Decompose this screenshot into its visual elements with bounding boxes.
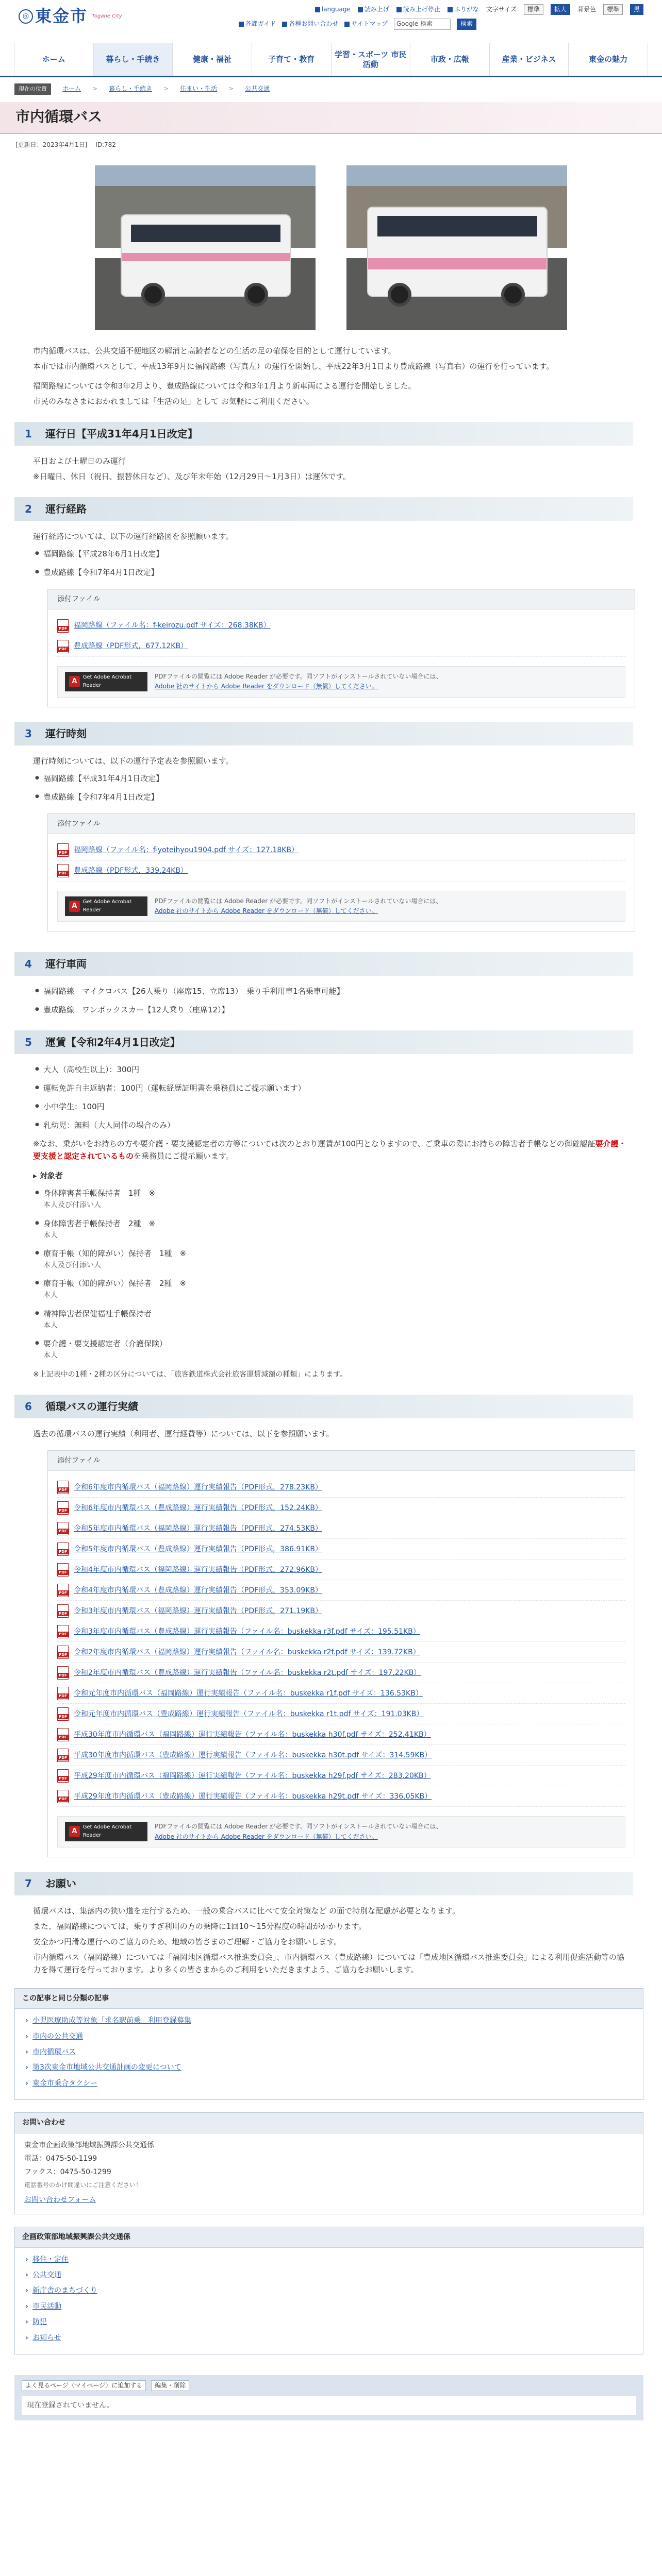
speaker-icon	[358, 7, 363, 12]
related-link[interactable]: › 第3次東金市地域公共交通計画の変更について	[24, 2062, 634, 2073]
attachment-link[interactable]: 令和3年度市内循環バス（豊成路線）運行実績報告（ファイル名：buskekka r3f.pdf サイズ：195.51KB）	[74, 1627, 420, 1636]
attachment-link[interactable]: 令和4年度市内循環バス（福岡路線）運行実績報告（PDF形式，272.96KB）	[74, 1565, 322, 1574]
mail-icon	[282, 22, 287, 27]
class-note: ※上記表中の1種・2種の区分については、「旅客鉄道株式会社旅客運賃減額の種類」によります。	[33, 1370, 347, 1379]
pdf-icon	[57, 1481, 69, 1494]
list-item: ● 福岡路線 マイクロバス【26人乗り（座席15、立席13） 乗り手利用車1名乗車可能】	[33, 985, 631, 997]
language-link[interactable]: language	[315, 5, 351, 14]
attachment-item[interactable]	[57, 1642, 625, 1663]
section-body-operation-days: 平日および土曜日のみ運行 ※日曜日、休日（祝日、振替休日など）、及び年末年始（12月29日～1月3日）は運休です。	[33, 456, 351, 481]
dept-link[interactable]: › 新庁舎のまちづくり	[24, 2285, 634, 2296]
text-size-standard-button[interactable]: 標準	[524, 4, 543, 15]
intro-paragraph: 本市では市内循環バスとして、平成13年9月に福岡路線（写真左）の運行を開始し、平成22年3月1日より豊成路線（写真右）の運行を行っています。	[33, 361, 554, 371]
acrobat-icon: A	[69, 901, 80, 912]
related-articles-box	[14, 1988, 643, 2100]
section-heading-request: 7 お願い	[14, 1872, 633, 1895]
attachment-item[interactable]	[57, 1498, 625, 1518]
list-item: ● 乳幼児：無料（大人同伴の場合のみ）	[33, 1119, 631, 1131]
pdf-icon	[57, 1646, 69, 1659]
fukuoka-bus-photo	[95, 165, 316, 330]
pdf-icon	[57, 1604, 69, 1618]
attachment-link[interactable]: 令和3年度市内循環バス（福岡路線）運行実績報告（PDF形式，271.19KB）	[74, 1606, 322, 1615]
attachment-item[interactable]: PDF 福岡路線（ファイル名：f-keirozu.pdf サイズ：268.38KB）	[57, 616, 625, 636]
acrobat-reader-badge[interactable]: A Get Adobe Acrobat Reader	[65, 896, 147, 916]
target-item: ● 身体障害者手帳保持者 2種 ※ 本人	[33, 1217, 631, 1241]
acrobat-reader-note: A Get Adobe Acrobat Reader PDFファイルの閲覧には Adobe Reader が必要です。同ソフトがインストールされていない場合には、 Adobe 社のサイトから Adobe Reader をダウンロード（無償）してください。	[57, 1816, 625, 1847]
nav-city-admin[interactable]: 市政・広報	[410, 43, 489, 76]
intro-paragraph: 市内循環バスは、公共交通不便地区の解消と高齢者などの生活の足の確保を目的として運行しています。	[33, 346, 396, 355]
pdf-icon	[57, 1522, 69, 1535]
nav-attractions[interactable]: 東金の魅力	[568, 43, 648, 76]
breadcrumb-separator: >	[92, 85, 98, 93]
contact-fax: ファクス：0475-50-1299	[24, 2168, 111, 2177]
section-heading-fare: 5 運賃【令和2年4月1日改定】	[14, 1030, 633, 1054]
section-body-results: 過去の循環バスの運行実績（利用者、運行経費等）については、以下を参照願います。 添付ファイル PDF 令和6年度市内循環バス（福岡路線）運行実績報告（PDF形式，278.23KB） PDF 令和6年度市内循環バス（豊成路線）運行実績報告（PDF形式，152.24KB） PDF 令和5年度市内循環バス（福岡路線）運行実績報告（PDF形式，274.53KB） PDF 令和5年度市内循環バス（豊成路線）運行実績報告（PDF形式，386.91KB） PDF 令和4年度市内循環バス（福岡路線）運行実績報告（PDF形式，272.96KB） PDF 令和4年度市内循環バス（豊成路線）運行実績報告（PDF形式，353.09KB） PDF 令和3年度市内循環バス（福岡路線）運行実績報告（PDF形式，271.19KB） PDF 令和3年度市内循環バス（豊成路線）運行実績報告（ファイル名：buskekka r3f.pdf サイズ：195.51KB） PDF 令和2年度市内循環バス（福岡路線）運行実績報告（ファイル名：buskekka r2f.pdf サイズ：139.72KB） PDF 令和2年度市内循環バス（豊成路線）運行実績報告（ファイル名：buskekka r2t.pdf サイズ：197.22KB） PDF 令和元年度市内循環バス（福岡路線）運行実績報告（ファイル名：buskekka r1f.pdf サイズ：136.53KB） PDF 令和元年度市内循環バス（豊成路線）運行実績報告（ファイル名：buskekka r1t.pdf サイズ：191.03KB） PDF 平成30年度市内循環バス（福岡路線）運行実績報告（ファイル名：buskekka h30f.pdf サイズ：252.41KB） PDF 平成30年度市内循環バス（豊成路線）運行実績報告（ファイル名：buskekka h30t.pdf サイズ：314.59KB） PDF 平成29年度市内循環バス（福岡路線）運行実績報告（ファイル名：buskekka h29f.pdf サイズ：283.20KB） PDF 平成29年度市内循環バス（豊成路線）運行実績報告（ファイル名：buskekka h29t.pdf サイズ：336.05KB） A Get Adobe Acrobat Reader PDFファイルの閲覧には Adobe Reader が必要です。同ソフトがインストールされていない場合には、 Adobe 社のサイトから Adobe Reader をダウンロード（無償）してください。	[33, 1428, 631, 1857]
pdf-icon	[57, 1501, 69, 1515]
list-icon	[239, 22, 244, 27]
furigana-link[interactable]: ふりがな	[448, 5, 479, 14]
related-link[interactable]: › 東金市乗合タクシー	[24, 2078, 634, 2089]
pdf-icon	[57, 1543, 69, 1556]
attachment-heading: 添付ファイル	[48, 1451, 635, 1471]
target-item: ● 療育手帳（知的障がい）保持者 2種 ※ 本人	[33, 1277, 631, 1301]
attachment-item[interactable]	[57, 1580, 625, 1601]
attachment-item[interactable]	[57, 1621, 625, 1642]
acrobat-icon: A	[69, 1826, 80, 1837]
list-item: ● 豊成路線【令和7年4月1日改定】	[33, 791, 631, 803]
pdf-icon	[57, 864, 69, 877]
pdf-icon	[57, 1728, 69, 1741]
list-item: ● 豊成路線【令和7年4月1日改定】	[33, 566, 631, 579]
target-item: ● 療育手帳（知的障がい）保持者 1種 ※ 本人及び付添い人	[33, 1247, 631, 1271]
sitemap-link[interactable]: サイトマップ	[344, 19, 388, 29]
attachment-box	[47, 814, 635, 932]
attachment-item[interactable]	[57, 1745, 625, 1766]
results-file-list	[48, 1471, 635, 1807]
target-heading: ▸ 対象者	[33, 1171, 63, 1181]
furigana-icon	[448, 7, 453, 12]
pdf-icon	[57, 1790, 69, 1803]
target-item: ● 精神障害者保健福祉手帳保持者 本人	[33, 1308, 631, 1331]
text-size-label: 文字サイズ	[486, 6, 517, 13]
nav-living[interactable]: 暮らし・手続き	[93, 43, 173, 76]
acrobat-reader-badge[interactable]: A Get Adobe Acrobat Reader	[65, 1822, 147, 1841]
attachment-item[interactable]	[57, 1560, 625, 1580]
dept-guide-link[interactable]: 各課ガイド	[239, 19, 276, 29]
utility-bar-2	[239, 19, 476, 30]
stop-reading-link[interactable]: 読み上げ停止	[396, 5, 440, 14]
contact-link[interactable]: 各種お問い合わせ	[282, 19, 338, 29]
attachment-box	[47, 1450, 635, 1857]
related-link[interactable]: › 市内の公共交通	[24, 2031, 634, 2042]
nav-business[interactable]: 産業・ビジネス	[489, 43, 569, 76]
pdf-icon	[57, 1666, 69, 1680]
bg-color-label: 背景色	[577, 6, 596, 13]
attachment-link[interactable]: 令和4年度市内循環バス（豊成路線）運行実績報告（PDF形式，353.09KB）	[74, 1586, 322, 1595]
pdf-icon	[57, 619, 69, 633]
breadcrumb	[14, 83, 662, 95]
intro-paragraph: 市民のみなさまにおかれましては「生活の足」として お気軽にご利用ください。	[33, 396, 314, 406]
acrobat-reader-note: A Get Adobe Acrobat Reader PDFファイルの閲覧には Adobe Reader が必要です。同ソフトがインストールされていない場合には、 Adobe 社のサイトから Adobe Reader をダウンロード（無償）してください。	[57, 666, 625, 697]
related-link[interactable]: › 市内循環バス	[24, 2046, 634, 2058]
read-aloud-link[interactable]: 読み上げ	[358, 5, 389, 14]
attachment-item[interactable]	[57, 1766, 625, 1786]
attachment-item[interactable]	[57, 1786, 625, 1807]
attachment-link[interactable]: 平成29年度市内循環バス（豊成路線）運行実績報告（ファイル名：buskekka h29t.pdf サイズ：336.05KB）	[74, 1792, 432, 1801]
dept-heading: 企画政策部地域振興課公共交通係	[15, 2227, 643, 2247]
pdf-icon	[57, 1707, 69, 1721]
contact-form-link[interactable]: お問い合わせフォーム	[24, 2195, 96, 2204]
nav-childcare[interactable]: 子育て・教育	[252, 43, 331, 76]
section-heading-route: 2 運行経路	[14, 497, 633, 521]
dept-link[interactable]: › 公共交通	[24, 2269, 634, 2281]
pdf-icon	[57, 843, 69, 857]
bg-standard-button[interactable]: 標準	[603, 4, 623, 15]
related-heading: この記事と同じ分類の記事	[15, 1989, 643, 2009]
list-item: ● 小中学生：100円	[33, 1100, 631, 1113]
logo-text: 東金市	[35, 6, 88, 26]
acrobat-download-link[interactable]: Adobe 社のサイトから Adobe Reader をダウンロード（無償）してください。	[155, 907, 378, 915]
breadcrumb-current-label: 現在の位置	[14, 83, 51, 95]
nav-home[interactable]: ホーム	[14, 43, 93, 76]
utility-bar	[315, 4, 643, 15]
attachment-item[interactable]	[57, 1663, 625, 1683]
attachment-item[interactable]	[57, 1601, 625, 1621]
section-body-timetable: 運行時刻については、以下の運行予定表を参照願います。 ● 福岡路線【平成31年4月1日改定】 ● 豊成路線【令和7年4月1日改定】 添付ファイル PDF 福岡路線（ファイル名：f-yoteihyou1904.pdf サイズ：127.18KB） PDF 豊成路線（PDF形式，339.24KB） A Get Adobe Acrobat Reader PDFファイルの閲覧には Adobe Reader が必要です。同ソフトがインストールされていない場合には、 Adobe 社のサイトから Adobe Reader をダウンロード（無償）してください。	[33, 755, 631, 932]
contact-warning: 電話番号のかけ間違いにご注意ください！	[24, 2181, 142, 2189]
fare-discount-note: ※なお、乗がいをお持ちの方や要介護・要支援認定者の方等については次のとおり運賃が100円となりますので、ご乗車の際にお持ちの障害者手帳などの御確認証要介護・要支援と認定されているものを乗務員にご提示願います。	[33, 1139, 626, 1161]
acrobat-download-link[interactable]: Adobe 社のサイトから Adobe Reader をダウンロード（無償）してください。	[155, 1833, 378, 1840]
page-meta	[15, 140, 662, 150]
breadcrumb-housing[interactable]: 住まい・生活	[180, 85, 218, 93]
attachment-link[interactable]: 令和元年度市内循環バス（豊成路線）運行実績報告（ファイル名：buskekka r1t.pdf サイズ：191.03KB）	[74, 1709, 424, 1718]
pdf-icon	[57, 1749, 69, 1762]
intro-text	[33, 345, 631, 408]
search-button[interactable]: 検索	[457, 19, 476, 30]
attachment-link[interactable]: 平成30年度市内循環バス（豊成路線）運行実績報告（ファイル名：buskekka h30t.pdf サイズ：314.59KB）	[74, 1751, 432, 1759]
contact-phone: 電話：0475-50-1199	[24, 2154, 97, 2163]
contact-heading: お問い合わせ	[15, 2113, 643, 2133]
pdf-icon	[57, 1769, 69, 1783]
attachment-heading: 添付ファイル	[48, 589, 635, 609]
breadcrumb-transport[interactable]: 公共交通	[245, 85, 270, 93]
list-item: ● 運転免許自主返納者：100円（運転経歴証明書を乗務員にご提示願います）	[33, 1082, 631, 1094]
attachment-item[interactable]	[57, 1704, 625, 1724]
section-heading-operation-days: 1 運行日【平成31年4月1日改定】	[14, 422, 633, 446]
site-logo[interactable]	[19, 3, 122, 29]
attachment-link[interactable]: 令和5年度市内循環バス（福岡路線）運行実績報告（PDF形式，274.53KB）	[74, 1524, 322, 1533]
attachment-item[interactable]: PDF 福岡路線（ファイル名：f-yoteihyou1904.pdf サイズ：127.18KB）	[57, 840, 625, 861]
attachment-item[interactable]	[57, 1724, 625, 1745]
add-to-mypage-button[interactable]: よく見るページ（マイページ）に追加する	[22, 2380, 146, 2391]
attachment-link[interactable]: 平成30年度市内循環バス（福岡路線）運行実績報告（ファイル名：buskekka h30f.pdf サイズ：252.41KB）	[74, 1730, 431, 1739]
attachment-item[interactable]	[57, 1518, 625, 1539]
attachment-link[interactable]: 平成29年度市内循環バス（福岡路線）運行実績報告（ファイル名：buskekka h29f.pdf サイズ：283.20KB）	[74, 1771, 431, 1780]
related-link[interactable]: › 小児医療助成等対象「求名駅前乗」利用登録募集	[24, 2015, 634, 2026]
acrobat-reader-note: A Get Adobe Acrobat Reader PDFファイルの閲覧には Adobe Reader が必要です。同ソフトがインストールされていない場合には、 Adobe 社のサイトから Adobe Reader をダウンロード（無償）してください。	[57, 891, 625, 922]
acrobat-download-link[interactable]: Adobe 社のサイトから Adobe Reader をダウンロード（無償）してください。	[155, 683, 378, 690]
attachment-item[interactable]	[57, 1539, 625, 1560]
list-item: ● 豊成路線 ワンボックスカー【12人乗り（座席12）】	[33, 1004, 631, 1016]
nav-learning[interactable]: 学習・スポーツ 市民活動	[331, 43, 410, 76]
stop-icon	[396, 7, 402, 12]
global-nav	[0, 43, 662, 77]
pdf-icon	[57, 1625, 69, 1638]
list-item: ● 福岡路線【平成31年4月1日改定】	[33, 772, 631, 785]
mypage-empty-text: 現在登録されていません。	[22, 2396, 636, 2415]
nav-health[interactable]: 健康・福祉	[172, 43, 252, 76]
list-item: ● 大人（高校生以上）：300円	[33, 1063, 631, 1076]
contact-dept: 東金市企画政策部地域振興課公共交通係	[24, 2141, 154, 2149]
city-emblem-icon: ◎	[19, 9, 33, 24]
breadcrumb-living[interactable]: 暮らし・手続き	[109, 85, 153, 93]
globe-icon	[315, 7, 320, 12]
pdf-icon	[57, 640, 69, 653]
updated-date: [更新日：2023年4月1日]	[15, 141, 88, 148]
dept-link[interactable]: › お知らせ	[24, 2332, 634, 2344]
toyonari-bus-photo	[346, 165, 567, 330]
attachment-item[interactable]: PDF 豊成路線（PDF形式，339.24KB）	[57, 861, 625, 882]
dept-box	[14, 2227, 643, 2354]
attachment-box	[47, 589, 635, 707]
target-item: ● 身体障害者手帳保持者 1種 ※ 本人及び付添い人	[33, 1187, 631, 1211]
attachment-item[interactable]	[57, 1477, 625, 1498]
dept-link[interactable]: › 移住・定住	[24, 2254, 634, 2265]
breadcrumb-separator: >	[163, 85, 169, 93]
attachment-link[interactable]: 令和5年度市内循環バス（豊成路線）運行実績報告（PDF形式，386.91KB）	[74, 1545, 322, 1553]
site-header	[0, 0, 662, 43]
logo-subtext: Togane City	[92, 13, 122, 19]
acrobat-reader-badge[interactable]: A Get Adobe Acrobat Reader	[65, 672, 147, 691]
attachment-link[interactable]: 令和6年度市内循環バス（豊成路線）運行実績報告（PDF形式，152.24KB）	[74, 1503, 322, 1512]
search-input[interactable]: Google 検索	[394, 19, 451, 30]
contact-box	[14, 2112, 643, 2214]
pdf-icon	[57, 1584, 69, 1597]
attachment-link[interactable]: 令和6年度市内循環バス（福岡路線）運行実績報告（PDF形式，278.23KB）	[74, 1483, 322, 1492]
attachment-link[interactable]: 令和2年度市内循環バス（豊成路線）運行実績報告（ファイル名：buskekka r2t.pdf サイズ：197.22KB）	[74, 1668, 421, 1677]
section-body-route: 運行経路については、以下の運行経路図を参照願います。 ● 福岡路線【平成28年6月1日改定】 ● 豊成路線【令和7年4月1日改定】 添付ファイル PDF 福岡路線（ファイル名：f-keirozu.pdf サイズ：268.38KB） PDF 豊成路線（PDF形式，677.12KB） A Get Adobe Acrobat Reader PDFファイルの閲覧には Adobe Reader が必要です。同ソフトがインストールされていない場合には、 Adobe 社のサイトから Adobe Reader をダウンロード（無償）してください。	[33, 530, 631, 707]
page-id: ID:782	[95, 141, 116, 148]
breadcrumb-separator: >	[228, 85, 234, 93]
dept-link[interactable]: › 市民活動	[24, 2301, 634, 2312]
bus-photos	[0, 165, 662, 330]
section-heading-vehicles: 4 運行車両	[14, 952, 633, 976]
section-heading-timetable: 3 運行時刻	[14, 722, 633, 745]
section-body-vehicles	[33, 985, 631, 1016]
mypage-box	[14, 2375, 643, 2420]
dept-link[interactable]: › 防犯	[24, 2316, 634, 2328]
attachment-heading: 添付ファイル	[48, 814, 635, 834]
edit-delete-button[interactable]: 編集・削除	[151, 2380, 189, 2391]
list-item: ● 福岡路線【平成28年6月1日改定】	[33, 548, 631, 560]
attachment-item[interactable]	[57, 1683, 625, 1704]
bg-black-button[interactable]: 黒	[630, 4, 643, 15]
section-heading-results: 6 循環バスの運行実績	[14, 1395, 633, 1418]
target-item: ● 要介護・要支援認定者（介護保険） 本人	[33, 1337, 631, 1361]
pdf-icon	[57, 1563, 69, 1577]
sitemap-icon	[344, 22, 350, 27]
page-title: 市内循環バス	[0, 102, 662, 134]
attachment-item[interactable]: PDF 豊成路線（PDF形式，677.12KB）	[57, 636, 625, 657]
section-body-fare	[33, 1063, 631, 1380]
section-body-request: 循環バスは、集落内の狭い道を走行するため、一般の乗合バスに比べて安全対策など の面で特別な配慮が必要となります。 また、福岡路線については、乗りすぎ利用の方の乗降に1回10～15分程度の時間がかかります。 安全かつ円滑な運行へのご協力のため、地域の皆さまのご理解・ご協力をお願いします。 市内循環バス（福岡路線）については「福岡地区循環バス推進委員会」、市内循環バス（豊成路線）については「豊成地区循環バス推進委員会」による利用促進活動等の協力を得て運行を行っております。より多くの皆さまからのご利用をいただきますよう、ご協力をお願いします。	[33, 1906, 624, 1974]
text-size-large-button[interactable]: 拡大	[551, 4, 570, 15]
breadcrumb-home[interactable]: ホーム	[62, 85, 81, 93]
acrobat-icon: A	[69, 676, 80, 687]
attachment-link[interactable]: 令和2年度市内循環バス（福岡路線）運行実績報告（ファイル名：buskekka r2f.pdf サイズ：139.72KB）	[74, 1648, 420, 1656]
attachment-link[interactable]: 令和元年度市内循環バス（福岡路線）運行実績報告（ファイル名：buskekka r1f.pdf サイズ：136.53KB）	[74, 1689, 423, 1698]
pdf-icon	[57, 1687, 69, 1700]
intro-paragraph: 福岡路線については令和3年2月より、豊成路線については令和3年1月より新車両による運行を開始しました。	[33, 381, 416, 391]
